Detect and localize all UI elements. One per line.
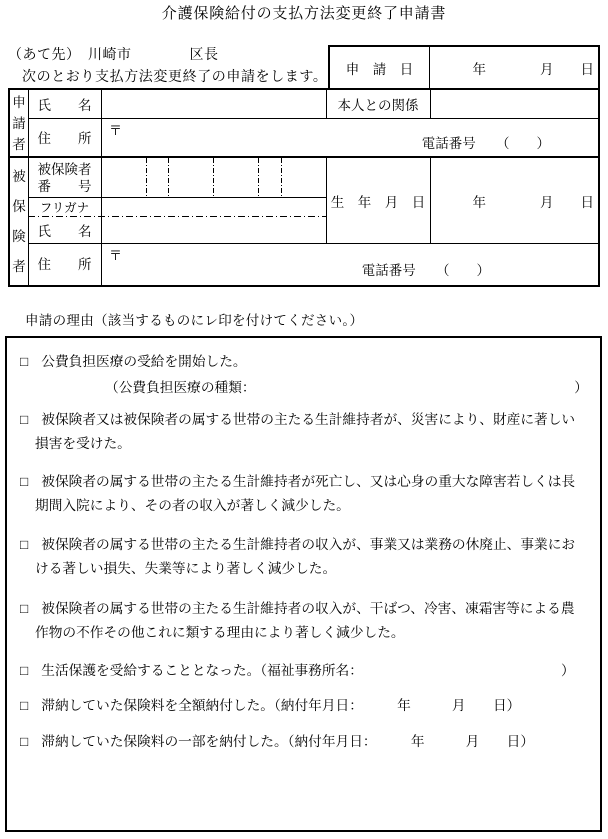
paren-close: ） xyxy=(574,380,588,395)
reason-text: 被保険者の属する世帯の主たる生計維持者が死亡し、又は心身の重大な障害若しくは長期間入院により、その者の収入が著しく減少した。 xyxy=(35,474,576,513)
insured-address-input[interactable] xyxy=(101,243,598,283)
reason-item xyxy=(20,533,588,581)
reason-text: 被保険者又は被保険者の属する世帯の主たる生計維持者が、災害により、財産に著しい損害を受けた。 xyxy=(35,412,576,451)
digit-divider xyxy=(168,158,169,197)
birthdate-placeholder: 年 月 日 xyxy=(472,194,594,210)
furigana-label: フリガナ xyxy=(39,200,90,215)
reason-checkbox[interactable]: □ xyxy=(20,663,29,678)
reason-text: 公費負担医療の受給を開始した。 xyxy=(41,354,247,369)
furigana-input[interactable] xyxy=(101,197,326,216)
reason-item xyxy=(20,694,588,718)
application-date-input[interactable] xyxy=(430,47,598,88)
applicant-section-label: 申請者 xyxy=(12,94,26,152)
application-date-placeholder: 年 月 日 xyxy=(472,61,594,77)
reason-checkbox[interactable]: □ xyxy=(20,537,29,552)
applicant-address-label: 住 所 xyxy=(37,131,92,146)
insured-name-label: 氏 名 xyxy=(37,223,92,239)
postal-mark: 〒 xyxy=(109,123,123,138)
applicant-name-label: 氏 名 xyxy=(37,98,92,113)
reason-item xyxy=(20,730,588,754)
application-date-box xyxy=(328,45,600,90)
application-date-label: 申 請 日 xyxy=(330,47,430,88)
insured-section-label: 被保険者 xyxy=(12,168,26,274)
reason-checkbox[interactable]: □ xyxy=(20,734,29,749)
reason-item xyxy=(20,597,588,645)
applicant-insured-table xyxy=(8,88,600,287)
reason-item: □ 生活保護を受給することとなった。（福祉事務所名： ） xyxy=(20,659,588,683)
insured-name-input[interactable] xyxy=(101,216,326,243)
reason-item xyxy=(20,408,588,456)
reason-checkbox[interactable]: □ xyxy=(20,412,29,427)
digit-divider xyxy=(281,158,282,197)
reason-paren-line xyxy=(105,376,588,396)
relation-to-insured-input[interactable] xyxy=(430,90,598,118)
reasons-box xyxy=(5,336,602,832)
reason-checkbox[interactable]: □ xyxy=(20,698,29,713)
insured-address-label: 住 所 xyxy=(37,257,92,272)
postal-mark: 〒 xyxy=(109,248,123,263)
reason-text: 被保険者の属する世帯の主たる生計維持者の収入が、事業又は業務の休廃止、事業における著しい損失、失業等により著しく減少した。 xyxy=(35,537,576,576)
birthdate-input[interactable] xyxy=(430,158,598,243)
reason-item xyxy=(20,470,588,518)
reason-text: 生活保護を受給することとなった。（福祉事務所名： xyxy=(41,663,363,678)
declaration-line: 次のとおり支払方法変更終了の申請をします。 xyxy=(22,70,328,85)
birthdate-label: 生 年 月 日 xyxy=(330,194,426,210)
form-title: 介護保険給付の支払方法変更終了申請書 xyxy=(161,6,447,22)
reason-item xyxy=(20,350,588,374)
reason-text: 滞納していた保険料を全額納付した。（納付年月日： 年 月 日） xyxy=(41,698,521,713)
applicant-phone-field[interactable]: 電話番号 （ ） xyxy=(421,136,550,151)
insured-number-label: 被保険者 番 号 xyxy=(37,161,92,194)
reason-text: 滞納していた保険料の一部を納付した。（納付年月日： 年 月 日） xyxy=(41,734,535,749)
digit-divider xyxy=(213,158,214,197)
reasons-heading: 申請の理由（該当するものにレ印を付けてください。） xyxy=(25,313,364,328)
applicant-address-input[interactable] xyxy=(101,118,598,156)
insured-phone-field[interactable]: 電話番号 （ ） xyxy=(361,263,490,278)
reason-text: 被保険者の属する世帯の主たる生計維持者の収入が、干ばつ、冷害、凍霜害等による農作物の不作その他これに類する理由により著しく減少した。 xyxy=(35,601,575,640)
relation-to-insured-label: 本人との関係 xyxy=(337,98,419,113)
paren-left-text: （公費負担医療の種類： xyxy=(105,380,256,395)
reason-checkbox[interactable]: □ xyxy=(20,601,29,616)
reason-checkbox[interactable]: □ xyxy=(20,354,29,369)
applicant-name-input[interactable] xyxy=(101,90,326,118)
insured-number-input[interactable] xyxy=(101,158,326,197)
reason-checkbox[interactable]: □ xyxy=(20,474,29,489)
digit-divider xyxy=(146,158,147,197)
digit-divider xyxy=(258,158,259,197)
addressee-line: （あて先） 川崎市 区長 xyxy=(8,48,219,63)
